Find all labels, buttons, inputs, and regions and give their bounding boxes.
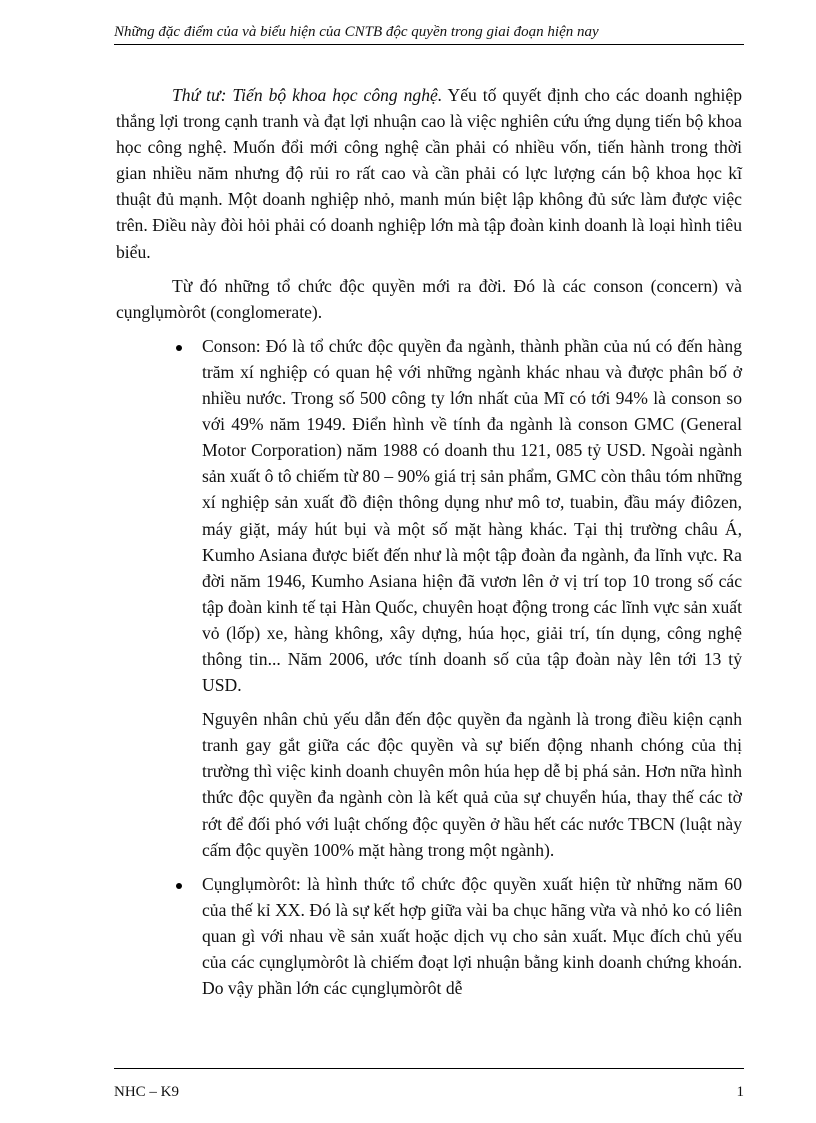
bullet-item-conson xyxy=(116,333,742,698)
paragraph-2: Từ đó những tổ chức độc quyền mới ra đời. Đó là các conson (concern) và cụnglụmòrôt (conglomerate). xyxy=(116,275,742,322)
bullet-list xyxy=(116,333,742,698)
bullet-2-text: Cụnglụmòrôt: là hình thức tổ chức độc quyền xuất hiện từ những năm 60 của thế kỉ XX. Đó là sự kết hợp giữa vài ba chục hãng vừa và nhỏ ko có liên quan gì với nhau về sản xuất hoặc dịch vụ cho sản xuất. Mục đích chủ yếu của các cụnglụmòrôt là chiếm đoạt lợi nhuận bằng kinh doanh chứng khoán. Do vậy phần lớn các cụnglụmòrôt dễ xyxy=(202,873,742,999)
document-body xyxy=(116,82,742,1001)
footer-label: NHC – K9 xyxy=(114,1084,180,1100)
bullet-list-2 xyxy=(116,871,742,1001)
paragraph-1-text: Yếu tố quyết định cho các doanh nghiệp thắng lợi trong cạnh tranh và đạt lợi nhuận cao là việc nghiên cứu ứng dụng tiến bộ khoa học công nghệ. Muốn đổi mới công nghệ cần phải có nhiều vốn, tiến hành trong thời gian nhiều năm nhưng độ rủi ro rất cao và cần phải có lực lượng cán bộ khoa học kĩ thuật đủ mạnh. Một doanh nghiệp nhỏ, manh mún biệt lập không đủ sức làm được việc trên. Điều này đòi hỏi phải có doanh nghiệp lớn mà tập đoàn kinh doanh là loại hình tiêu biểu. xyxy=(116,85,742,262)
bullet-1-text: Conson: Đó là tổ chức độc quyền đa ngành, thành phần của nú có đến hàng trăm xí nghiệp có quan hệ với những ngành khác nhau và được phân bố ở nhiều nước. Trong số 500 công ty lớn nhất của Mĩ có tới 94% là conson so với 49% năm 1949. Điển hình về tính đa ngành là conson GMC (General Motor Corporation) năm 1988 có doanh thu 121, 085 tỷ USD. Ngoài ngành sản xuất ô tô chiếm từ 80 – 90% giá trị sản phẩm, GMC còn thâu tóm những xí nghiệp sản xuất đồ điện thông dụng như mô tơ, tuabin, đầu máy điôzen, máy giặt, máy hút bụi và một số mặt hàng khác. Tại thị trường châu Á, Kumho Asiana được biết đến như là một tập đoàn đa ngành, đa lĩnh vực. Ra đời năm 1946, Kumho Asiana hiện đã vươn lên ở vị trí top 10 trong số các tập đoàn kinh tế tại Hàn Quốc, chuyên hoạt động trong các lĩnh vực sản xuất vỏ (lốp) xe, hàng không, xây dựng, húa học, giải trí, tín dụng, công nghệ thông tin... Năm 2006, ước tính doanh số của tập đoàn này lên tới 13 tỷ USD. xyxy=(202,335,742,696)
bullet-item-conglomerate xyxy=(116,871,742,1001)
page-footer xyxy=(114,1068,744,1101)
paragraph-1-lead: Thứ tư: Tiến bộ khoa học công nghệ. xyxy=(172,85,443,105)
header-title: Những đặc điểm của và biểu hiện của CNTB độc quyền trong giai đoạn hiện nay xyxy=(114,24,599,40)
page-number: 1 xyxy=(736,1084,744,1100)
bullet-icon xyxy=(176,883,182,889)
bullet-1-subparagraph: Nguyên nhân chủ yếu dẫn đến độc quyền đa ngành là trong điều kiện cạnh tranh gay gắt giữa các độc quyền và sự biến động nhanh chóng của thị trường thì việc kinh doanh chuyên môn húa hẹp dễ bị phá sản. Hơn nữa hình thức độc quyền đa ngành còn là kết quả của sự chuyển húa, thay thế các tờ rớt để đối phó với luật chống độc quyền ở hầu hết các nước TBCN (luật này cấm độc quyền 100% mặt hàng trong một ngành). xyxy=(202,709,742,860)
bullet-icon xyxy=(176,345,182,351)
paragraph-1 xyxy=(116,82,742,265)
page-header xyxy=(114,22,744,45)
